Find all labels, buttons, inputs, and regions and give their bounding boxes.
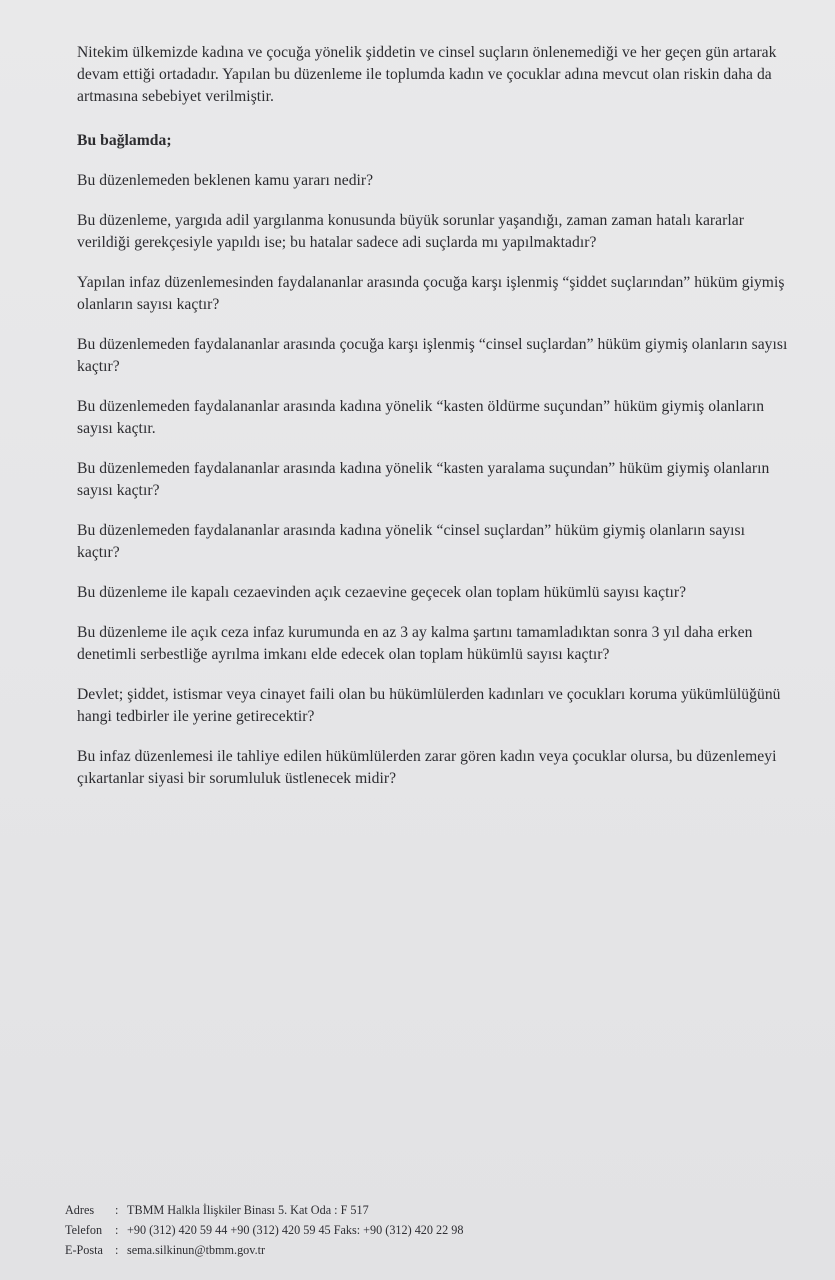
- footer-phone-row: [65, 1220, 463, 1240]
- footer-separator: :: [115, 1243, 119, 1257]
- question-5: Bu düzenlemeden faydalananlar arasında kadına yönelik “kasten öldürme suçundan” hüküm giymiş olanların sayısı kaçtır.: [77, 398, 765, 437]
- document-body: [77, 42, 791, 790]
- footer-separator: :: [115, 1223, 119, 1237]
- footer-separator: :: [115, 1203, 119, 1217]
- contact-footer: [65, 1200, 463, 1260]
- footer-email-value: sema.silkinun@tbmm.gov.tr: [127, 1243, 266, 1257]
- question-2: Bu düzenleme, yargıda adil yargılanma konusunda büyük sorunlar yaşandığı, zaman zaman hatalı kararlar verildiği gerekçesiyle yapıldı ise; bu hatalar sadece adi suçlarda mı yapılmaktadır?: [77, 212, 744, 251]
- footer-address-row: [65, 1200, 463, 1220]
- footer-phone-label: Telefon: [65, 1223, 103, 1237]
- question-9: Bu düzenleme ile açık ceza infaz kurumunda en az 3 ay kalma şartını tamamladıktan sonra 3 yıl daha erken denetimli serbestliğe ayrılma imkanı elde edecek olan toplam hükümlü sayısı kaçtır?: [77, 624, 753, 663]
- intro-paragraph: Nitekim ülkemizde kadına ve çocuğa yönelik şiddetin ve cinsel suçların önlenemediği ve her geçen gün artarak devam ettiği ortadadır. Yapılan bu düzenleme ile toplumda kadın ve çocuklar adına mevcut olan riskin daha da artmasına sebebiyet verilmiştir.: [77, 44, 777, 105]
- footer-phone-value: +90 (312) 420 59 44 +90 (312) 420 59 45 Faks: +90 (312) 420 22 98: [127, 1223, 464, 1237]
- question-10: Devlet; şiddet, istismar veya cinayet faili olan bu hükümlülerden kadınları ve çocukları koruma yükümlülüğünü hangi tedbirler ile yerine getirecektir?: [77, 686, 781, 725]
- question-8: Bu düzenleme ile kapalı cezaevinden açık cezaevine geçecek olan toplam hükümlü sayısı kaçtır?: [77, 584, 687, 601]
- question-11: Bu infaz düzenlemesi ile tahliye edilen hükümlülerden zarar gören kadın veya çocuklar olursa, bu düzenlemeyi çıkartanlar siyasi bir sorumluluk üstlenecek midir?: [77, 748, 777, 787]
- footer-email-label: E-Posta: [65, 1243, 103, 1257]
- question-3: Yapılan infaz düzenlemesinden faydalananlar arasında çocuğa karşı işlenmiş “şiddet suçlarından” hüküm giymiş olanların sayısı kaçtır?: [77, 274, 785, 313]
- footer-email-row: [65, 1240, 463, 1260]
- question-1: Bu düzenlemeden beklenen kamu yararı nedir?: [77, 172, 374, 189]
- section-heading: Bu bağlamda;: [77, 132, 172, 149]
- question-4: Bu düzenlemeden faydalananlar arasında çocuğa karşı işlenmiş “cinsel suçlardan” hüküm giymiş olanların sayısı kaçtır?: [77, 336, 788, 375]
- footer-address-value: TBMM Halkla İlişkiler Binası 5. Kat Oda : F 517: [127, 1203, 369, 1217]
- question-6: Bu düzenlemeden faydalananlar arasında kadına yönelik “kasten yaralama suçundan” hüküm giymiş olanların sayısı kaçtır?: [77, 460, 770, 499]
- question-7: Bu düzenlemeden faydalananlar arasında kadına yönelik “cinsel suçlardan” hüküm giymiş olanların sayısı kaçtır?: [77, 522, 746, 561]
- footer-address-label: Adres: [65, 1203, 95, 1217]
